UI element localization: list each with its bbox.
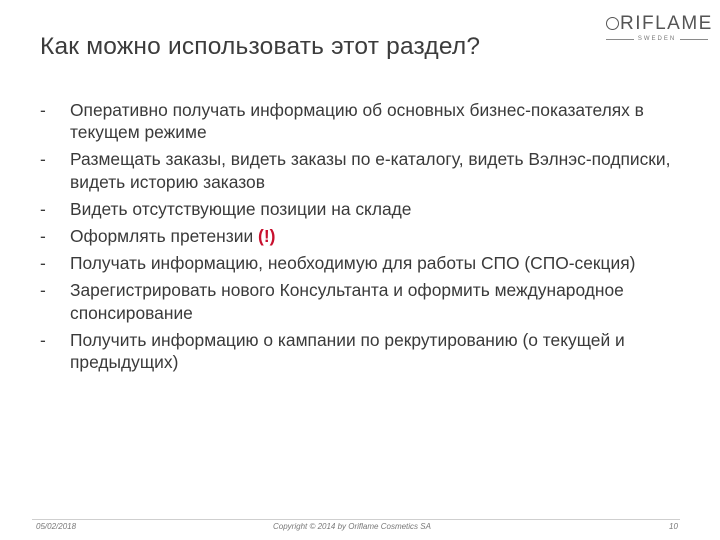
bullet-text: Получить информацию о кампании по рекрутированию (о текущей и предыдущих) [70, 329, 625, 373]
bullet-item [40, 252, 680, 274]
bullet-text: Зарегистрировать нового Консультанта и оформить международное спонсирование [70, 280, 624, 323]
bullet-item [40, 99, 680, 143]
bullet-dash: - [40, 280, 46, 301]
bullet-text: Видеть отсутствующие позиции на складе [70, 198, 412, 219]
warning-mark: (!) [258, 226, 276, 247]
logo-tagline: SWEDEN [637, 36, 677, 42]
bullet-item [40, 198, 680, 220]
bullet-text: Получать информацию, необходимую для работы СПО (СПО-секция) [70, 253, 636, 274]
footer-divider [32, 519, 680, 520]
logo-tagline-row [606, 35, 708, 43]
logo-rule-right [680, 39, 708, 40]
bullet-item [40, 225, 680, 247]
bullet-dash: - [40, 329, 46, 350]
bullet-text: Оформлять претензии [70, 226, 259, 247]
bullet-item [40, 329, 680, 373]
bullet-dash: - [40, 198, 46, 219]
bullet-text: Размещать заказы, видеть заказы по е-каталогу, видеть Вэлнэс-подписки, видеть историю заказов [70, 149, 671, 192]
logo-o-icon [606, 17, 619, 30]
bullet-item [40, 279, 680, 323]
logo-wordmark [606, 13, 713, 34]
slide-title: Как можно использовать этот раздел? [40, 33, 481, 60]
bullet-dash: - [40, 226, 46, 247]
oriflame-logo [606, 13, 713, 43]
page-number: 10 [669, 522, 678, 531]
logo-wordmark-text: RIFLAME [620, 13, 713, 34]
bullet-dash: - [40, 100, 46, 120]
bullet-item [40, 148, 680, 192]
bullet-text: Оперативно получать информацию об основных бизнес-показателях в текущем режиме [70, 100, 644, 143]
bullet-list [40, 99, 680, 378]
footer-copyright: Copyright © 2014 by Oriflame Cosmetics SA [273, 522, 431, 531]
bullet-dash: - [40, 149, 46, 170]
logo-rule-left [606, 39, 634, 40]
footer-date: 05/02/2018 [36, 522, 77, 531]
bullet-dash: - [40, 253, 46, 274]
